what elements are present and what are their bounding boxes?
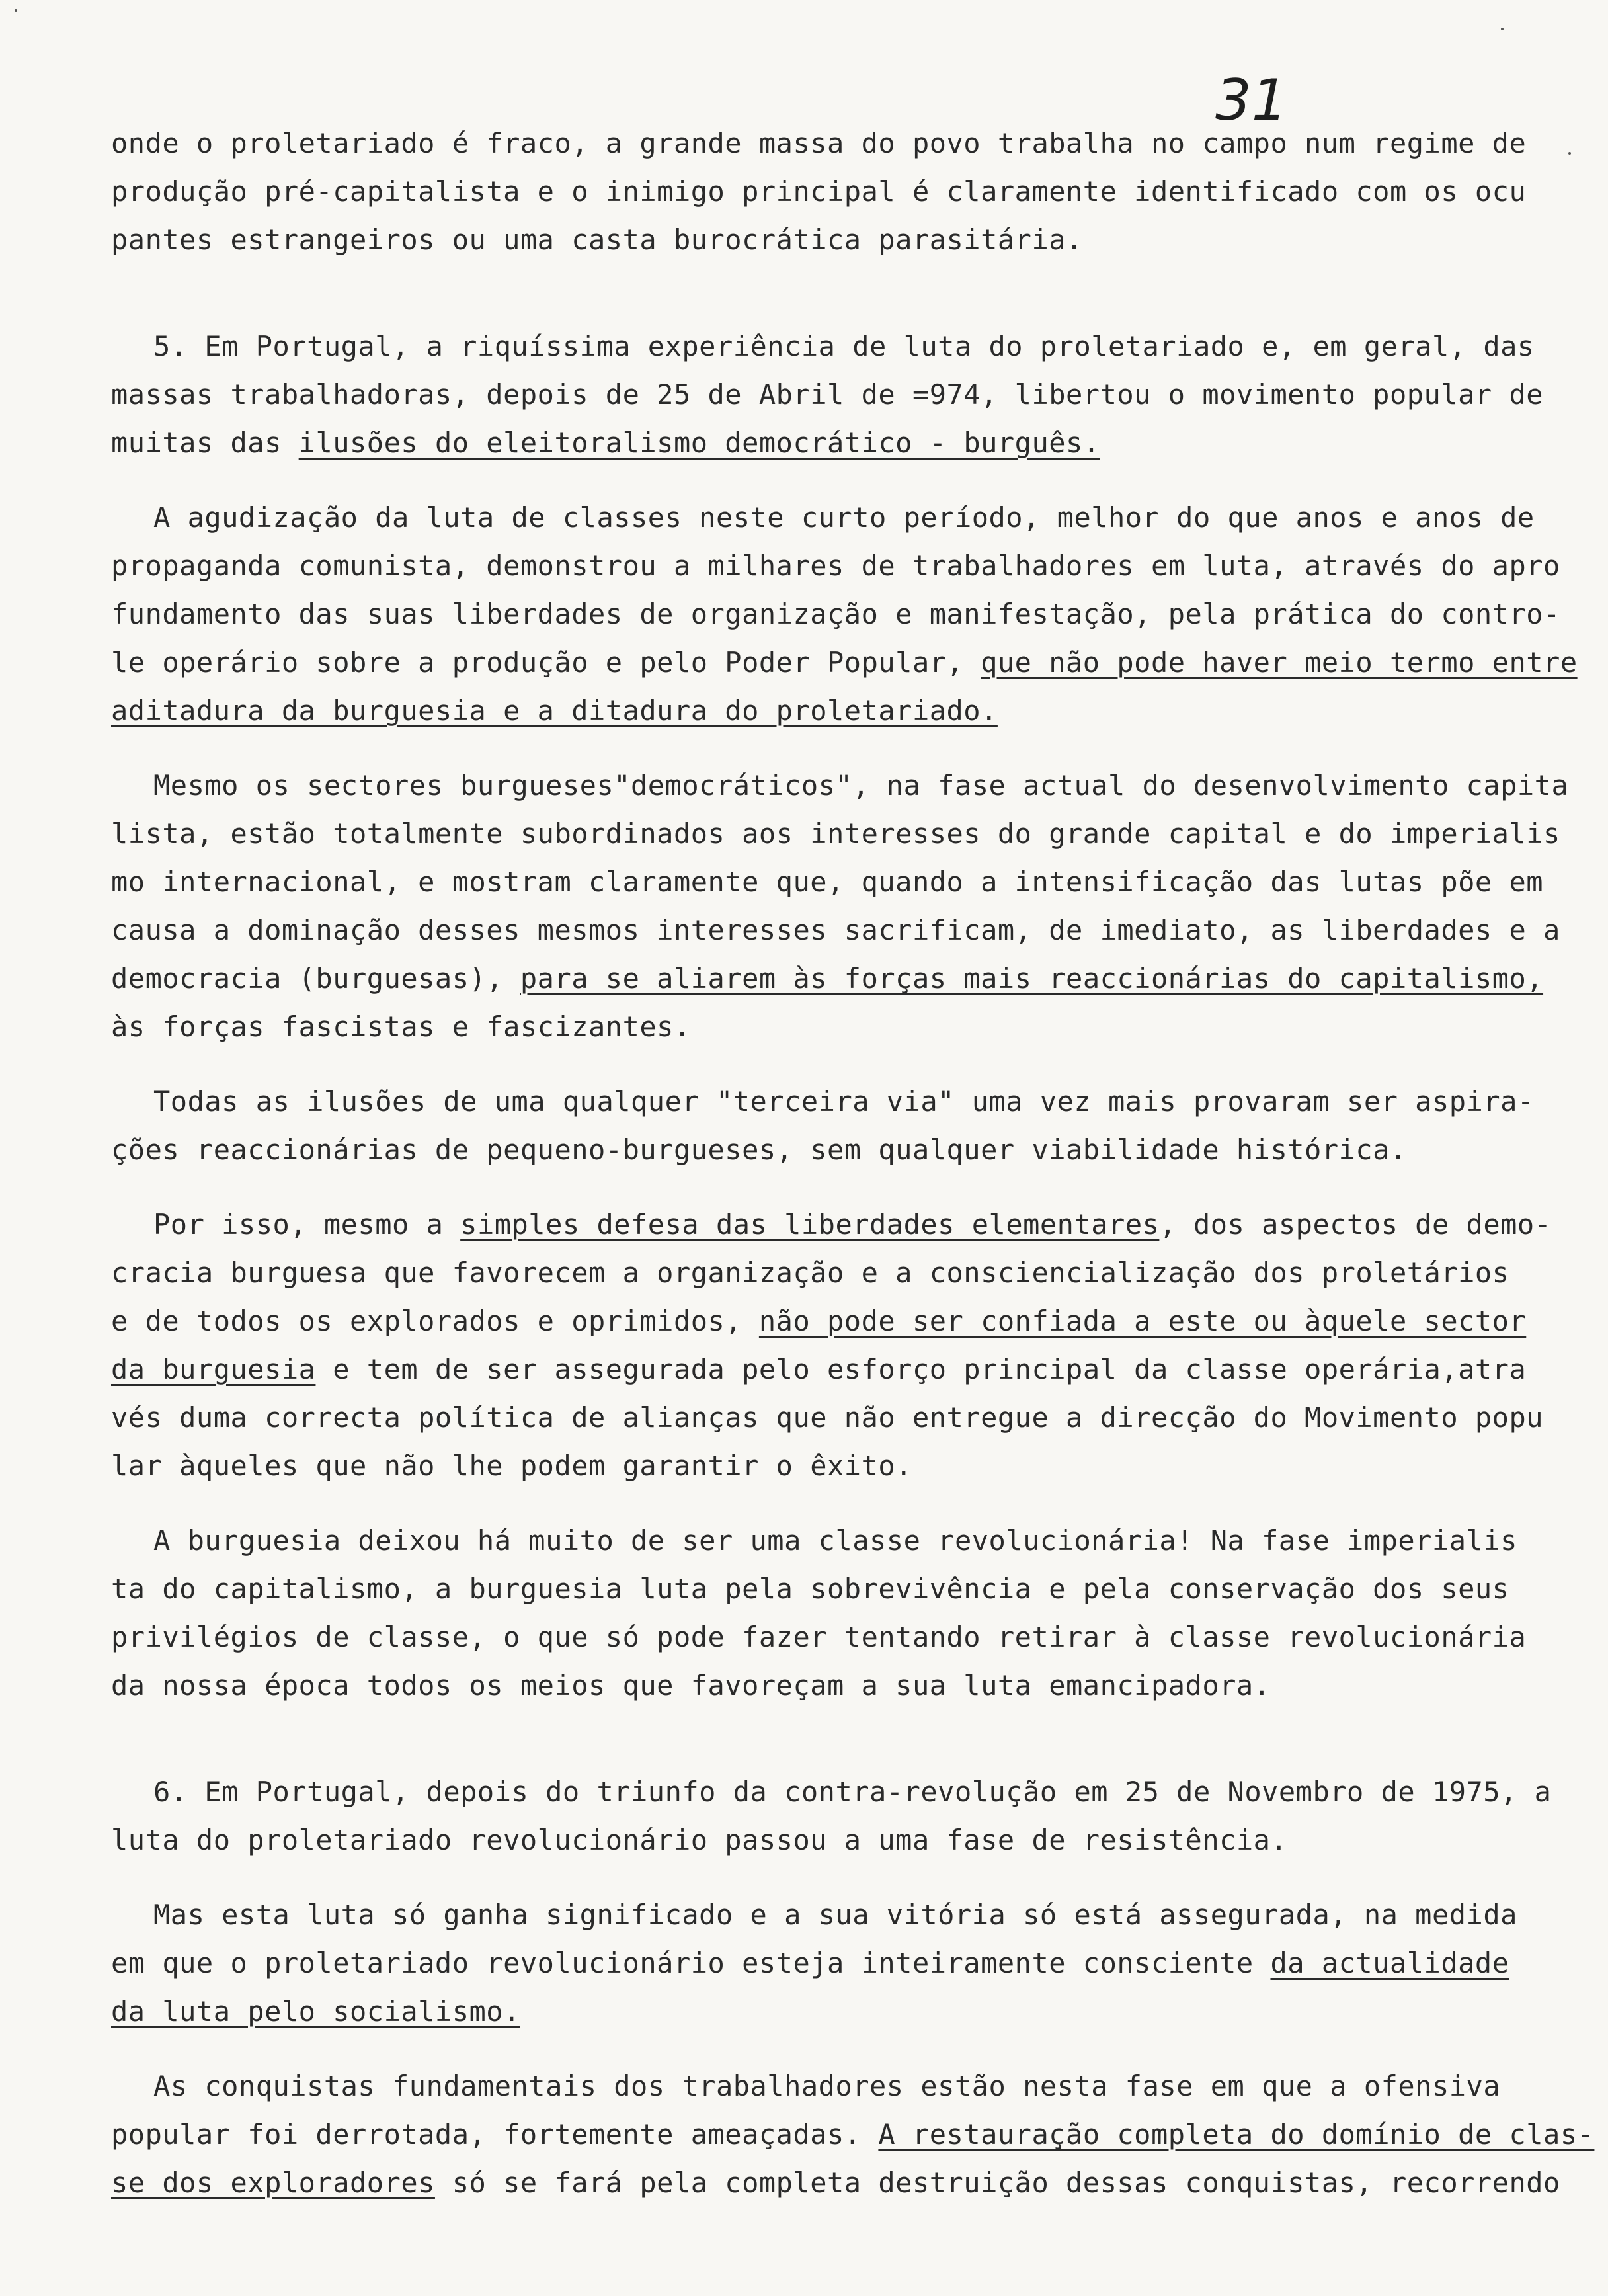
text-line bbox=[111, 809, 1560, 858]
text-line bbox=[111, 1987, 1533, 2035]
underlined-phrase: para se aliarem às forças mais reaccionárias do capitalismo, bbox=[520, 962, 1544, 995]
text-segment: Por isso, mesmo a bbox=[153, 1208, 461, 1241]
text-segment: causa a dominação desses mesmos interesses sacrificam, de imediato, as liberdades e a bbox=[111, 914, 1560, 946]
text-line bbox=[111, 1516, 1533, 1565]
text-segment: 6. Em Portugal, depois do triunfo da contra-revolução em 25 de Novembro de 1975, a bbox=[153, 1776, 1552, 1808]
text-line bbox=[111, 906, 1560, 954]
text-segment: ta do capitalismo, a burguesia luta pela sobrevivência e pela conservação dos seus bbox=[111, 1573, 1509, 1605]
text-segment: massas trabalhadoras, depois de 25 de Abril de =974, libertou o movimento popular de bbox=[111, 378, 1544, 411]
paragraph-gap bbox=[111, 1051, 1533, 1077]
text-segment: privilégios de classe, o que só pode fazer tentando retirar à classe revolucionária bbox=[111, 1621, 1527, 1653]
text-line bbox=[111, 1768, 1552, 1816]
text-line bbox=[111, 1077, 1533, 1126]
paragraph-gap bbox=[111, 1864, 1533, 1891]
underlined-phrase: aditadura da burguesia e a ditadura do proletariado. bbox=[111, 694, 998, 727]
text-segment: fundamento das suas liberdades de organização e manifestação, pela prática do contro- bbox=[111, 598, 1560, 630]
underlined-phrase: simples defesa das liberdades elementares bbox=[460, 1208, 1160, 1241]
text-line bbox=[111, 2110, 1595, 2158]
text-segment: muitas das bbox=[111, 427, 299, 459]
scan-speck bbox=[1501, 28, 1504, 30]
text-segment: As conquistas fundamentais dos trabalhadores estão nesta fase em que a ofensiva bbox=[153, 2070, 1501, 2102]
text-segment: e tem de ser assegurada pelo esforço principal da classe operária,atra bbox=[315, 1353, 1527, 1385]
underlined-phrase: da luta pelo socialismo. bbox=[111, 1995, 520, 2028]
text-segment: Mas esta luta só ganha significado e a sua vitória só está assegurada, na medida bbox=[153, 1899, 1517, 1931]
text-line bbox=[111, 370, 1544, 419]
scan-speck bbox=[1568, 152, 1571, 155]
text-line bbox=[111, 761, 1569, 809]
underlined-phrase: da burguesia bbox=[111, 1353, 316, 1385]
text-segment: Mesmo os sectores burgueses"democráticos", na fase actual do desenvolvimento capita bbox=[153, 769, 1569, 801]
text-line bbox=[111, 1939, 1533, 1987]
paragraph-gap bbox=[111, 1490, 1533, 1516]
text-line bbox=[111, 119, 1533, 167]
text-line bbox=[111, 858, 1544, 906]
text-segment: 5. Em Portugal, a riquíssima experiência de luta do proletariado e, em geral, das bbox=[153, 330, 1535, 362]
text-line bbox=[111, 542, 1560, 590]
text-segment: , dos aspectos de demo- bbox=[1159, 1208, 1552, 1241]
text-segment: luta do proletariado revolucionário passou a uma fase de resistência. bbox=[111, 1824, 1288, 1856]
text-line bbox=[111, 493, 1533, 542]
text-segment: A agudização da luta de classes neste curto período, melhor do que anos e anos de bbox=[153, 501, 1535, 534]
text-line bbox=[111, 954, 1544, 1003]
text-line bbox=[111, 216, 1533, 264]
text-line bbox=[111, 1816, 1533, 1864]
text-line bbox=[111, 167, 1533, 216]
paragraph-gap bbox=[111, 735, 1533, 761]
text-segment: democracia (burguesas), bbox=[111, 962, 520, 995]
text-segment: ções reaccionárias de pequeno-burgueses, sem qualquer viabilidade histórica. bbox=[111, 1133, 1407, 1166]
underlined-phrase: da actualidade bbox=[1270, 1947, 1509, 1979]
document-body bbox=[111, 119, 1595, 2207]
text-line bbox=[111, 1003, 1533, 1051]
text-line bbox=[111, 419, 1533, 467]
paragraph-gap bbox=[111, 1174, 1533, 1200]
text-line bbox=[111, 322, 1533, 370]
text-segment: popular foi derrotada, fortemente ameaçadas. bbox=[111, 2118, 879, 2151]
text-line bbox=[111, 2158, 1560, 2207]
text-line bbox=[111, 1297, 1533, 1345]
text-line bbox=[111, 1891, 1533, 1939]
text-segment: lista, estão totalmente subordinados aos interesses do grande capital e do imperialis bbox=[111, 817, 1560, 850]
text-line bbox=[111, 1393, 1544, 1442]
text-segment: às forças fascistas e fascizantes. bbox=[111, 1010, 691, 1043]
text-line bbox=[111, 1661, 1533, 1709]
text-segment: em que o proletariado revolucionário esteja inteiramente consciente bbox=[111, 1947, 1271, 1979]
text-line bbox=[111, 1200, 1552, 1249]
text-line bbox=[111, 686, 1533, 735]
text-segment: cracia burguesa que favorecem a organização e a consciencialização dos proletários bbox=[111, 1256, 1509, 1289]
underlined-phrase: não pode ser confiada a este ou àquele sector bbox=[758, 1305, 1527, 1337]
text-segment: pantes estrangeiros ou uma casta burocrática parasitária. bbox=[111, 224, 1083, 256]
text-segment: só se fará pela completa destruição dessas conquistas, recorrendo bbox=[434, 2166, 1560, 2199]
text-line bbox=[111, 1565, 1533, 1613]
text-segment: propaganda comunista, demonstrou a milhares de trabalhadores em luta, através do apro bbox=[111, 550, 1560, 582]
text-line bbox=[111, 1442, 1533, 1490]
text-segment: vés duma correcta política de alianças que não entregue a direcção do Movimento popu bbox=[111, 1401, 1544, 1434]
text-line bbox=[111, 2062, 1533, 2110]
text-line bbox=[111, 638, 1578, 686]
page-number: 31 bbox=[1215, 67, 1288, 134]
text-segment: le operário sobre a produção e pelo Poder Popular, bbox=[111, 646, 981, 678]
text-segment: Todas as ilusões de uma qualquer "terceira via" uma vez mais provaram ser aspira- bbox=[153, 1085, 1535, 1118]
text-segment: da nossa época todos os meios que favoreçam a sua luta emancipadora. bbox=[111, 1669, 1271, 1702]
underlined-phrase: que não pode haver meio termo entre bbox=[981, 646, 1578, 678]
text-line bbox=[111, 1126, 1533, 1174]
text-segment: mo internacional, e mostram claramente que, quando a intensificação das lutas põe em bbox=[111, 866, 1544, 898]
underlined-phrase: se dos exploradores bbox=[111, 2166, 435, 2199]
underlined-phrase: A restauração completa do domínio de clas- bbox=[878, 2118, 1595, 2151]
text-segment: produção pré-capitalista e o inimigo principal é claramente identificado com os ocu bbox=[111, 175, 1527, 208]
paragraph-gap bbox=[111, 467, 1533, 493]
text-segment: onde o proletariado é fraco, a grande massa do povo trabalha no campo num regime de bbox=[111, 127, 1527, 159]
text-segment: A burguesia deixou há muito de ser uma classe revolucionária! Na fase imperialis bbox=[153, 1524, 1517, 1557]
text-segment: lar àqueles que não lhe podem garantir o êxito. bbox=[111, 1450, 912, 1482]
text-segment: e de todos os explorados e oprimidos, bbox=[111, 1305, 759, 1337]
paragraph-gap bbox=[111, 2035, 1533, 2062]
paragraph-gap bbox=[111, 264, 1533, 322]
text-line bbox=[111, 1613, 1533, 1661]
underlined-phrase: ilusões do eleitoralismo democrático - burguês. bbox=[298, 427, 1100, 459]
paragraph-gap bbox=[111, 1709, 1533, 1768]
scan-speck bbox=[15, 9, 17, 12]
text-line bbox=[111, 590, 1560, 638]
text-line bbox=[111, 1345, 1533, 1393]
text-line bbox=[111, 1249, 1533, 1297]
